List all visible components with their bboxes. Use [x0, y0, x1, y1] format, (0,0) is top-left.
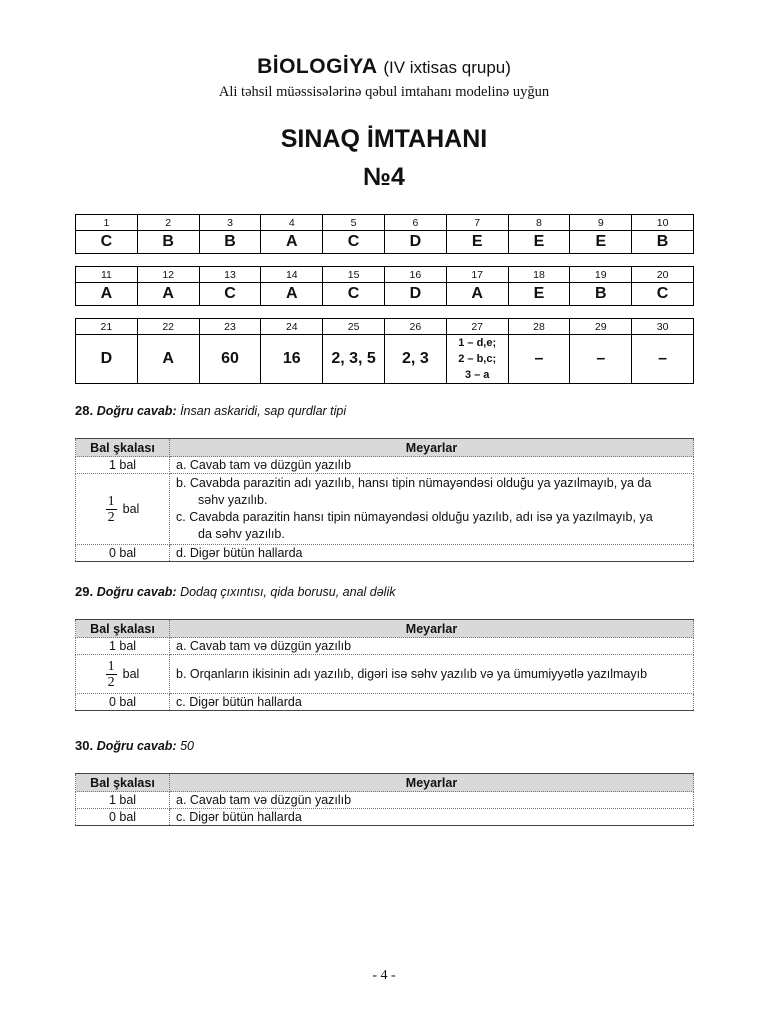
answer-value: 16 [261, 335, 323, 384]
q29-label: Doğru cavab: [96, 585, 177, 599]
question-number: 22 [137, 319, 199, 335]
question-number: 26 [384, 319, 446, 335]
question-number: 19 [570, 267, 632, 283]
q28-label: Doğru cavab: [96, 404, 177, 418]
answer-value: D [384, 231, 446, 254]
question-number: 20 [632, 267, 694, 283]
criteria-header: Meyarlar [170, 774, 694, 792]
question-number: 10 [632, 215, 694, 231]
question-number: 14 [261, 267, 323, 283]
subject-group: (IV ixtisas qrupu) [383, 58, 511, 77]
answer-table-3 [75, 318, 694, 384]
criteria-header: Meyarlar [170, 439, 694, 457]
answer-value-matching [446, 335, 508, 384]
answer-value: 2, 3 [384, 335, 446, 384]
answer-value: C [632, 283, 694, 306]
question-number: 4 [261, 215, 323, 231]
question-number: 18 [508, 267, 570, 283]
answer-value: A [446, 283, 508, 306]
q29-answer: Dodaq çıxıntısı, qida borusu, anal dəlik [180, 585, 396, 599]
scale-cell: 0 bal [76, 545, 170, 562]
answer-value: 2, 3, 5 [323, 335, 385, 384]
criteria-c-line1: c. Cavabda parazitin hansı tipin nümayəndəsi olduğu yazılıb, adı isə ya yazılmayıb, ya [176, 510, 653, 524]
answer-value: B [137, 231, 199, 254]
question-number: 25 [323, 319, 385, 335]
matching-line: 3 – a [464, 369, 490, 381]
answer-value: C [199, 283, 261, 306]
scale-header: Bal şkalası [76, 774, 170, 792]
scale-unit: bal [122, 501, 140, 516]
fraction-half [106, 659, 117, 690]
subject-name: BİOLOGİYA [257, 55, 378, 78]
scale-cell: 1 bal [76, 457, 170, 474]
criteria-c-line2: da səhv yazılıb. [198, 527, 285, 541]
question-number: 7 [446, 215, 508, 231]
answer-value: E [446, 231, 508, 254]
question-number: 16 [384, 267, 446, 283]
question-number: 6 [384, 215, 446, 231]
question-number: 28 [508, 319, 570, 335]
q30-correct-answer: 30. Doğru cavab: 50 [75, 738, 194, 753]
answer-value: A [137, 335, 199, 384]
subject-title [0, 55, 768, 79]
scale-header: Bal şkalası [76, 620, 170, 638]
question-number: 23 [199, 319, 261, 335]
scale-cell: 1 bal [76, 638, 170, 655]
answer-value: – [632, 335, 694, 384]
criteria-cell: a. Cavab tam və düzgün yazılıb [170, 638, 694, 655]
fraction-numerator: 1 [107, 658, 115, 674]
question-number: 21 [76, 319, 138, 335]
q29-correct-answer: 29. Doğru cavab: Dodaq çıxıntısı, qida borusu, anal dəlik [75, 584, 396, 599]
answer-value: C [323, 231, 385, 254]
question-number: 11 [76, 267, 138, 283]
criteria-cell: d. Digər bütün hallarda [170, 545, 694, 562]
question-number: 8 [508, 215, 570, 231]
q30-criteria-table [75, 773, 694, 826]
fraction-denominator: 2 [107, 674, 115, 690]
q30-answer: 50 [180, 739, 194, 753]
q29-criteria-table [75, 619, 694, 711]
question-number: 30 [632, 319, 694, 335]
answer-value: D [76, 335, 138, 384]
fraction-numerator: 1 [107, 493, 115, 509]
scale-cell: 1 bal [76, 792, 170, 809]
criteria-cell: a. Cavab tam və düzgün yazılıb [170, 792, 694, 809]
q28-answer: İnsan askaridi, sap qurdlar tipi [180, 404, 347, 418]
question-number: 3 [199, 215, 261, 231]
question-number: 27 [446, 319, 508, 335]
question-number: 9 [570, 215, 632, 231]
answer-table-1 [75, 214, 694, 254]
question-number: 13 [199, 267, 261, 283]
answer-value: A [261, 283, 323, 306]
scale-cell-half [76, 474, 170, 545]
scale-cell: 0 bal [76, 809, 170, 826]
question-number: 5 [323, 215, 385, 231]
criteria-cell [170, 474, 694, 545]
answer-value: – [570, 335, 632, 384]
answer-value: B [632, 231, 694, 254]
criteria-b-line2: səhv yazılıb. [198, 493, 268, 507]
scale-cell: 0 bal [76, 694, 170, 711]
question-number: 24 [261, 319, 323, 335]
exam-number: №4 [363, 163, 405, 191]
question-number: 2 [137, 215, 199, 231]
fraction-denominator: 2 [107, 509, 115, 525]
fraction-half [106, 494, 117, 525]
q30-label: Doğru cavab: [96, 739, 177, 753]
answer-value: E [508, 231, 570, 254]
answer-value: B [570, 283, 632, 306]
matching-line: 1 – d,e; [458, 337, 497, 349]
q28-correct-answer: 28. Doğru cavab: İnsan askaridi, sap qurdlar tipi [75, 403, 347, 418]
scale-unit: bal [122, 666, 140, 681]
answer-value: A [261, 231, 323, 254]
answer-value: A [76, 283, 138, 306]
exam-title: SINAQ İMTAHANI [280, 125, 488, 153]
answer-value: C [323, 283, 385, 306]
answer-value: C [76, 231, 138, 254]
answer-value: A [137, 283, 199, 306]
subtitle: Ali təhsil müəssisələrinə qəbul imtahanı modelinə uyğun [218, 84, 550, 100]
answer-value: B [199, 231, 261, 254]
question-number: 17 [446, 267, 508, 283]
criteria-b-line1: b. Cavabda parazitin adı yazılıb, hansı tipin nümayəndəsi olduğu ya yazılmayıb, ya da [176, 476, 652, 490]
q28-criteria-table [75, 438, 694, 562]
answer-value: E [570, 231, 632, 254]
answer-value: D [384, 283, 446, 306]
answer-value: 60 [199, 335, 261, 384]
scale-cell-half [76, 655, 170, 694]
q30-number: 30 [75, 738, 90, 753]
page-number: - 4 - [372, 968, 396, 983]
question-number: 29 [570, 319, 632, 335]
question-number: 15 [323, 267, 385, 283]
criteria-header: Meyarlar [170, 620, 694, 638]
q29-number: 29 [75, 584, 90, 599]
question-number: 1 [76, 215, 138, 231]
criteria-cell: c. Digər bütün hallarda [170, 809, 694, 826]
answer-value: – [508, 335, 570, 384]
matching-line: 2 – b,c; [458, 353, 497, 365]
scale-header: Bal şkalası [76, 439, 170, 457]
criteria-cell: a. Cavab tam və düzgün yazılıb [170, 457, 694, 474]
q28-number: 28 [75, 403, 90, 418]
answer-table-2 [75, 266, 694, 306]
criteria-cell: b. Orqanların ikisinin adı yazılıb, digəri isə səhv yazılıb və ya ümumiyyətlə yazılmayıb [170, 655, 694, 694]
question-number: 12 [137, 267, 199, 283]
answer-value: E [508, 283, 570, 306]
criteria-cell: c. Digər bütün hallarda [170, 694, 694, 711]
